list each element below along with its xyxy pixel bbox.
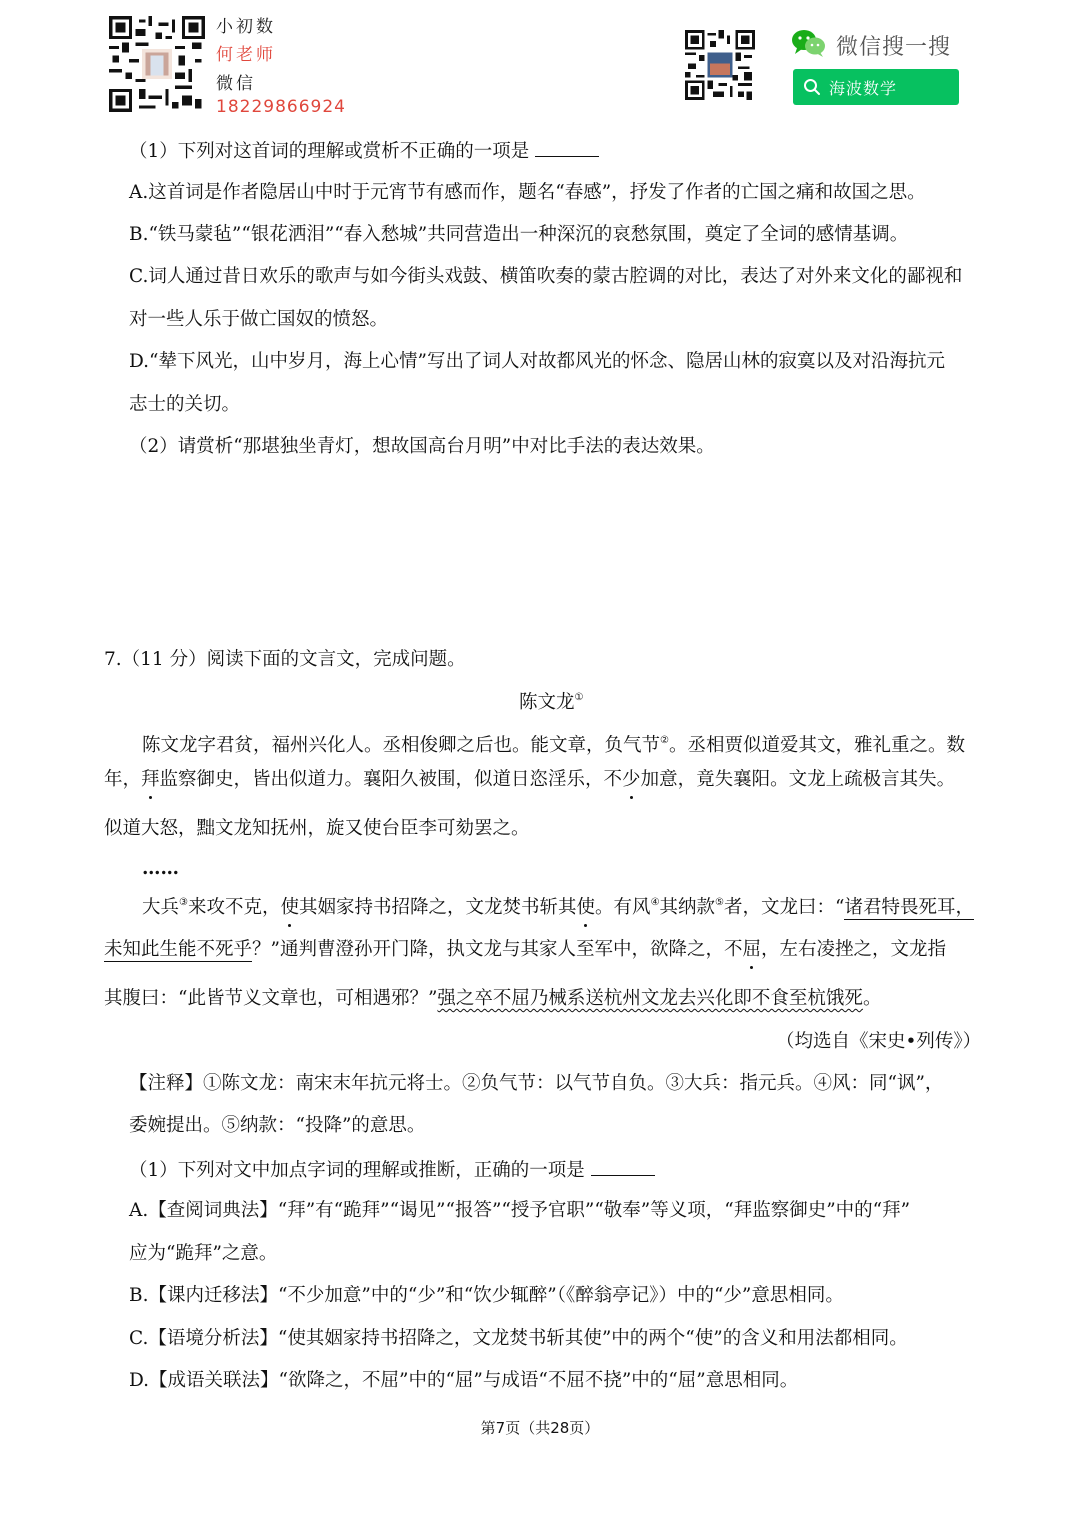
dotted-word-bai: 拜 [141,769,160,790]
text-run: 。有风 [595,897,651,918]
dotted-word-qu: 屈 [742,939,761,960]
text-run: 加意，竟失襄阳。文龙上疏极言其失。 [640,769,956,790]
search-button-label: 海波数学 [829,79,898,98]
q6-option-d-cont: 志士的关切。 [129,394,241,415]
q7-option-b: B.【课内迁移法】“不少加意”中的“少”和“饮少辄醉”（《醉翁亭记》）中的“少”意思相同。 [129,1285,844,1306]
wavy-underlined-sentence: 强之卒不屈乃械系送杭州文龙去兴化即不食至杭饿死 [437,988,863,1009]
wechat-icon [791,28,827,58]
q6-option-a: A.这首词是作者隐居山中时于元宵节有感而作，题名“春感”，抒发了作者的亡国之痛和故国之思。 [129,182,926,203]
q7-sub1-text: （1）下列对文中加点字词的理解或推断，正确的一项是 [129,1160,585,1181]
q6-option-b: B.“铁马蒙毡”“银花洒泪”“春入愁城”共同营造出一种深沉的哀愁氛围，奠定了全词的感情基调。 [129,224,909,245]
contact-line-1: 小初数 [216,17,276,37]
dotted-word-shi-1: 使 [280,897,300,918]
search-icon [803,78,821,96]
text-run: 。丞相贾似道爱其文，雅礼重之。数 [668,735,965,756]
search-button[interactable] [793,69,959,105]
passage-title [519,691,583,715]
passage-p2-line3 [104,987,881,1011]
passage-source: （均选自《宋史•列传》） [776,1031,982,1052]
passage-ellipsis: …… [142,858,179,879]
qr-code-right [685,30,755,100]
q6-sub2: （2）请赏析“那堪独坐青灯，想故国高台月明”中对比手法的表达效果。 [129,436,715,457]
underlined-sentence-cont: 未知此生能不死乎 [104,939,253,960]
q6-sub1 [129,138,599,164]
footnote-ref: ③ [179,897,188,908]
q6-option-c-cont: 对一些人乐于做亡国奴的愤怒。 [129,309,389,330]
passage-p2-line1 [142,896,974,920]
text-run: 监察御史，皆出似道力。襄阳久被围，似道日恣淫乐，不 [159,769,623,790]
passage-p1-line2 [104,768,955,792]
q7-heading: 7.（11 分）阅读下面的文言文，完成问题。 [104,649,466,670]
text-run: ？”通判曹澄孙开门降，执文龙与其家人至军中，欲降之，不 [252,939,743,960]
wechat-search-label: 微信搜一搜 [836,35,952,60]
contact-phone: 18229866924 [216,97,346,117]
q7-option-d: D.【成语关联法】“欲降之，不屈”中的“屈”与成语“不屈不挠”中的“屈”意思相同。 [129,1370,799,1391]
contact-line-2: 何老师 [216,45,276,65]
q6-option-d: D.“辇下风光，山中岁月，海上心情”写出了词人对故都风光的怀念、隐居山林的寂寞以及对沿海抗元 [129,351,945,372]
footnote-ref: ② [660,735,669,746]
contact-line-3: 微信 [216,74,256,94]
text-run: 陈文龙字君贫，福州兴化人。丞相俊卿之后也。能文章，负气节 [142,735,661,756]
q7-option-a-cont: 应为“跪拜”之意。 [129,1243,278,1264]
text-run: 年， [104,769,142,790]
passage-title-text: 陈文龙 [519,692,575,713]
text-run: 大兵 [142,897,180,918]
passage-p1-line1 [142,734,965,758]
annotation-note-cont: 委婉提出。⑤纳款：“投降”的意思。 [129,1115,426,1136]
passage-p2-line2 [104,938,946,962]
text-run: 其姻家持书招降之，文龙焚书斩其 [299,897,577,918]
qr-code-left [109,16,205,112]
answer-blank [535,138,599,157]
q6-sub1-text: （1）下列对这首词的理解或赏析不正确的一项是 [129,141,530,162]
page-number: 第7页（共28页） [480,1419,600,1437]
text-run: 。 [862,988,882,1009]
footnote-ref: ⑤ [715,897,725,908]
footnote-ref: ④ [650,897,660,908]
q7-sub1 [129,1157,655,1183]
q7-option-c: C.【语境分析法】“使其姻家持书招降之，文龙焚书斩其使”中的两个“使”的含义和用法都相同。 [129,1328,908,1349]
text-run: 其纳款 [659,897,716,918]
text-run: ，左右凌挫之，文龙指 [761,939,947,960]
dotted-word-shi-2: 使 [576,897,596,918]
passage-p1-line3: 似道大怒，黜文龙知抚州，旋又使台臣李可劾罢之。 [104,818,530,839]
footnote-ref: ① [574,692,584,703]
page-footer [0,1417,1080,1438]
annotation-note: 【注释】①陈文龙：南宋末年抗元将士。②负气节：以气节自负。③大兵：指元兵。④风：同“讽”， [129,1073,944,1094]
text-run: 其腹曰：“此皆节义文章也，可相遇邪？” [104,988,438,1009]
answer-blank [591,1157,655,1176]
q7-option-a: A.【查阅词典法】“拜”有“跪拜”“谒见”“报答”“授予官职”“敬奉”等义项，“拜监察御史”中的“拜” [129,1200,911,1221]
text-run: 者，文龙曰：“ [724,897,845,918]
text-run: 来攻不克， [187,897,281,918]
dotted-word-shao: 少 [622,769,641,790]
q6-option-c: C.词人通过昔日欢乐的歌声与如今街头戏鼓、横笛吹奏的蒙古腔调的对比，表达了对外来文化的鄙视和 [129,266,963,287]
underlined-sentence: 诸君特畏死耳， [844,897,974,918]
